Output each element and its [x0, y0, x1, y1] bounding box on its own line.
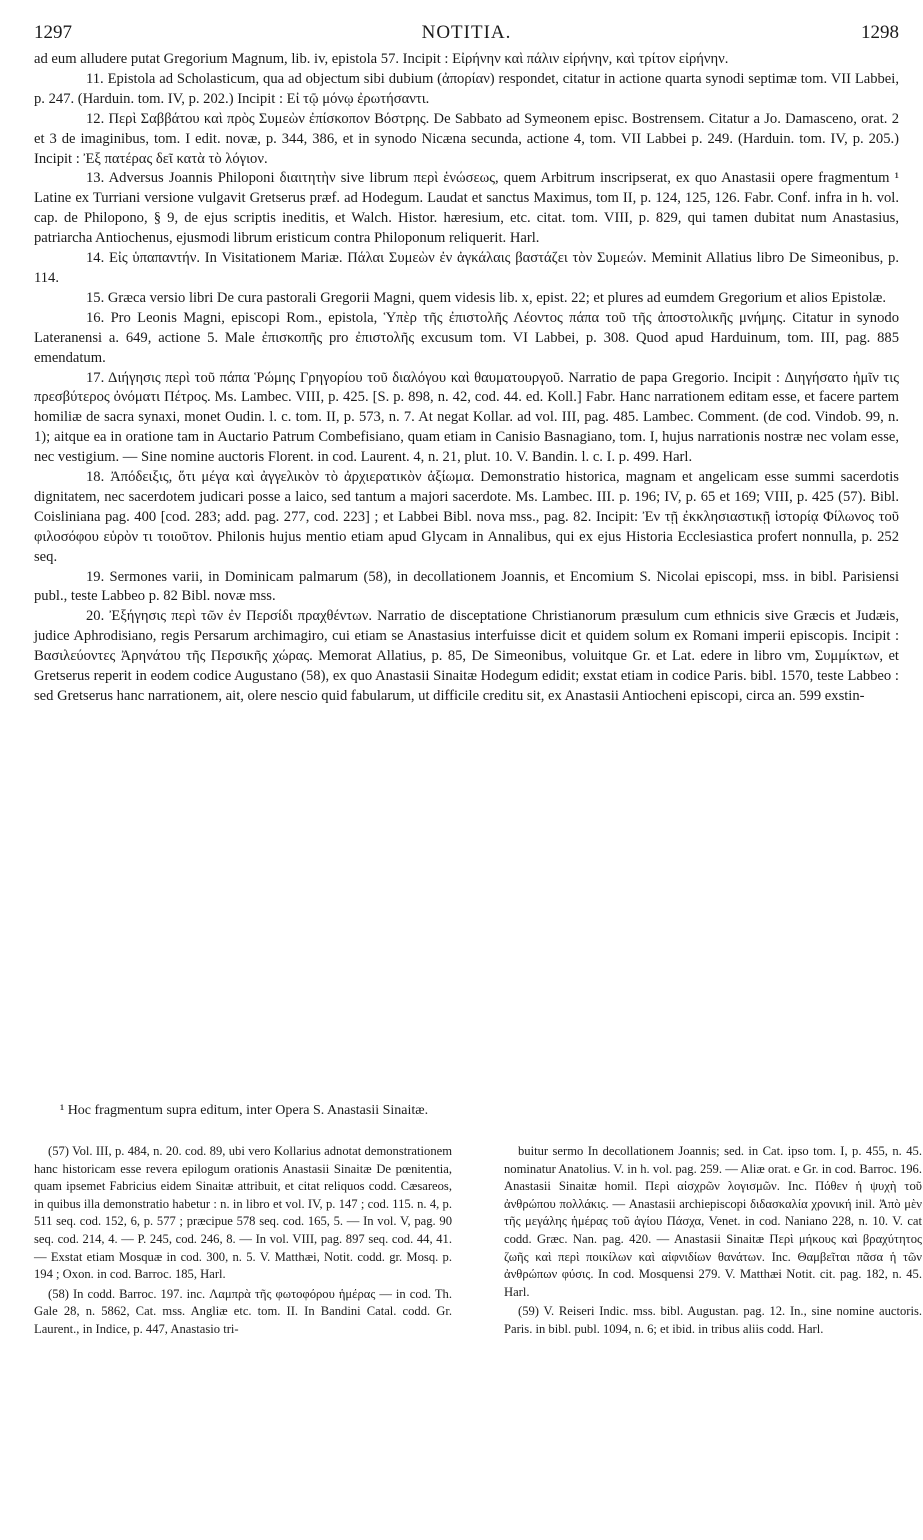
entry-13: 13. Adversus Joannis Philoponi διαιτητὴν sive librum περὶ ἑνώσεως, quem Arbitrum inscripserat, ex quo Anastasii opere fragmentum ¹ Latine ex Turriani versione vulgavit Gretserus præf. ad Hodegum. Laudat et sanctus Maximus, tom II, p. 124, 125, 126. Fabr. Conf. infra in h. vol. cap. de Philopono, § 9, de ejus scriptis ineditis, et Walch. Histor. hæresium, etc. citat. tom. VIII, p. 829, qui tamen dubitat num Anastasius, patriarcha Antiochenus, ejusmodi librum eristicum contra Philoponum reliquerit. Harl. [34, 170, 899, 247]
entry-18: 18. Ἀπόδειξις, ὅτι μέγα καὶ ἀγγελικὸν τὸ ἀρχιερατικὸν ἀξίωμα. Demonstratio historica, magnam et angelicam esse summi sacerdotis dignitatem, nec sacerdotem judicari posse a laico, sed tantum a majori sacerdote. Ms. Lambec. III. p. 196; IV, p. 65 et 169; VIII, p. 425 (57). Bibl. Coisliniana pag. 400 [cod. 283; add. pag. 277, cod. 223] ; et Labbei Bibl. nova mss., pag. 82. Incipit: Ἐν τῇ ἐκκλησιαστικῇ ἱστορίᾳ Φίλωνος τοῦ φιλοσόφου εὑρὸν τι τοιοῦτον. Philonis hujus mentio etiam apud Glycam in Annalibus, qui ex ejus Historia Ecclesiastica profert nonnulla, p. 252 seq. [34, 469, 899, 565]
entry-20: 20. Ἐξήγησις περὶ τῶν ἐν Περσίδι πραχθέντων. Narratio de disceptatione Christianorum præsulum cum ethnicis sive Græcis et Judæis, judice Aphrodisiano, regis Persarum archimagiro, cui etiam se Anastasius interfuisse dicit et quidem solum ex Romani imperii episcopis. Incipit : Βασιλεύοντες Ἀρηνάτου τῆς Περσικῆς χώρας. Memorat Allatius, p. 85, De Simeonibus, voluitque Gr. et Lat. edere in libro vm, Συμμίκτων, et Gretserus reperit in eodem codice Augustano (58), ex quo Anastasii Sinaitæ Hodegum edidit; exstat etiam in codice Paris. bibl. 1570, teste Labbeo : sed Gretserus hanc narrationem, ait, olere nescio quid fabularum, ut difficile creditu sit, ex Anastasii Antiocheni episcopi, circa an. 599 exstin- [34, 608, 899, 704]
footnote-59: (59) V. Reiseri Indic. mss. bibl. Augustan. pag. 12. In., sine nomine auctoris. Paris. in bibl. publ. 1094, n. 6; et ibid. in tribus aliis codd. Harl. [504, 1304, 922, 1336]
page-number-right: 1298 [861, 22, 899, 43]
entry-15: 15. Græca versio libri De cura pastorali Gregorii Magni, quem videsis lib. x, epist. 22; et plures ad eumdem Gregorium et alios Epistolæ. [86, 289, 887, 306]
entry-11: 11. Epistola ad Scholasticum, qua ad objectum sibi dubium (ἀπορίαν) respondet, citatur in actione quarta synodi septimæ tom. VII Labbei, p. 247. (Harduin. tom. IV, p. 202.) Incipit : Εἰ τῷ μόνῳ ἐρωτήσαντι. [34, 70, 899, 107]
page-header [34, 22, 899, 52]
footnote-57: (57) Vol. III, p. 484, n. 20. cod. 89, ubi vero Kollarius adnotat demonstrationem hanc historicam esse revera epilogum orationis Anastasii Sinaitæ De pœnitentia, quam ipsemet Fabricius eidem Sinaitæ attribuit, et citat reliquos codd. Cæsareos, in quibus illa demonstratio habetur : n. in libro et vol. IV, p. 147 ; cod. 115. n. 4, p. 511 seq. cod. 152, 6, p. 577 ; præcipue 578 seq. cod. 165, 5. — In vol. V, pag. 90 seq. cod. 214, 4. — P. 245, cod. 246, 8. — In vol. VIII, pag. 897 seq. cod. 44, 41. — Exstat etiam Mosquæ in cod. 300, n. 5. V. Matthæi, Notit. codd. gr. Mosq. p. 194 ; Oxon. in cod. Barroc. 185, Harl. [34, 1144, 452, 1282]
paragraph-continuation: ad eum alludere putat Gregorium Magnum, lib. iv, epistola 57. Incipit : Εἰρήνην καὶ πάλιν εἰρήνην, καὶ τρίτον εἰρήνην. [34, 51, 729, 67]
entry-17: 17. Διήγησις περὶ τοῦ πάπα Ῥώμης Γρηγορίου τοῦ διαλόγου καὶ θαυματουργοῦ. Narratio de papa Gregorio. Incipit : Διηγήσατο ἡμῖν τις πρεσβύτερος ὀνόματι Πέτρος. Ms. Lambec. VIII, p. 425. [S. p. 898, n. 42, cod. 44. ed. Koll.] Fabr. Hanc narrationem editam esse, et facere partem homiliæ de sacra synaxi, monet Oudin. l. c. tom. II, p. 573, n. 7. At negat Kollar. ad vol. III, pag. 485. Lambec. Comment. (de cod. Vindob. 99, n. 1); aitque ea in oratione tam in Auctario Patrum Combefisiano, quam etiam in Canisio Basnagiano, tom. I, hujus narrationis nostræ nec volam esse, nec vestigium. — Sine nomine auctoris Florent. in cod. Laurent. 4, n. 21, plut. 10. V. Bandin. l. c. I. p. 499. Harl. [34, 369, 899, 466]
footnote-58: (58) In codd. Barroc. 197. inc. Λαμπρὰ τῆς φωτοφόρου ἡμέρας — in cod. Th. Gale 28, n. 5862, Cat. mss. Angliæ etc. tom. II. In Bandini Catal. codd. Gr. Laurent., in Indice, p. 447, Anastasio tri- [34, 1286, 452, 1336]
footnote-58-continued: buitur sermo In decollationem Joannis; sed. in Cat. ipso tom. I, p. 455, n. 45. nominatur Anatolius. V. in h. vol. pag. 259. — Aliæ orat. e Gr. in cod. Barroc. 196. Anastasii Sinaitæ homil. Περὶ αἰσχρῶν λογισμῶν. Inc. Πόθεν ἡ ψυχὴ τοῦ ἀνθρώπου πολλάκις. — Anastasii archiepiscopi διδασκαλία χρονική inil. Ἀπὸ μὲν τῆς μεγάλης ἡμέρας τοῦ ἁγίου Πάσχα, Venet. in cod. Naniano 228, n. 10. V. cat codd. Græc. Nan. pag. 420. — Anastasii Sinaitæ Περὶ μήκους καὶ βραχύτητος ζωῆς καὶ περὶ ποικίλων καὶ αἰφνιδίων θανάτων. Inc. Θαμβεῖται πᾶσα ἡ τῶν ἀνθρώπων φύσις. In cod. Mosquensi 279. V. Matthæi Notit. cit. pag. 182, n. 45. Harl. [504, 1144, 922, 1299]
running-title: NOTITIA. [421, 22, 512, 43]
page-number-left: 1297 [34, 22, 72, 43]
entry-19: 19. Sermones varii, in Dominicam palmarum (58), in decollationem Joannis, et Encomium S. Nicolai episcopi, mss. in bibl. Parisiensi publ., teste Labbeo p. 82 Bibl. novæ mss. [34, 568, 899, 605]
entry-14: 14. Εἰς ὑπαπαντήν. In Visitationem Mariæ. Πάλαι Συμεὼν ἐν ἀγκάλαις βαστάζει τὸν Συμεών. Meminit Allatius libro De Simeonibus, p. 114. [34, 250, 899, 286]
entry-16: 16. Pro Leonis Magni, episcopi Rom., epistola, Ὑπὲρ τῆς ἐπιστολῆς Λέοντος πάπα τοῦ τῆς ἀποστολικῆς μνήμης. Citatur in synodo Lateranensi a. 649, actione 5. Male ἐπισκοπῆς pro ἐπιστολῆς excusum tom. VI Labbei, p. 308. Quod apud Harduinum, tom. III, pag. 885 emendatum. [34, 309, 899, 366]
footnotes-right-column [504, 1143, 922, 1341]
entry-12: 12. Περὶ Σαββάτου καὶ πρὸς Συμεὼν ἐπίσκοπον Βόστρης. De Sabbato ad Symeonem episc. Bostrensem. Citatur a Jo. Damasceno, orat. 2 et 3 de imaginibus, tom. I edit. novæ, p. 344, 386, et in synodo Nicæna secunda, actione 4, tom. VII Labbei p. 249. (Harduin. tom. IV, p. 205.) Incipit : Ἐξ πατέρας δεῖ κατὰ τὸ λόγιον. [34, 110, 899, 167]
main-text [34, 50, 899, 707]
asterisk-note: ¹ Hoc fragmentum supra editum, inter Opera S. Anastasii Sinaitæ. [60, 1103, 429, 1118]
footnotes-left-column [34, 1143, 452, 1341]
